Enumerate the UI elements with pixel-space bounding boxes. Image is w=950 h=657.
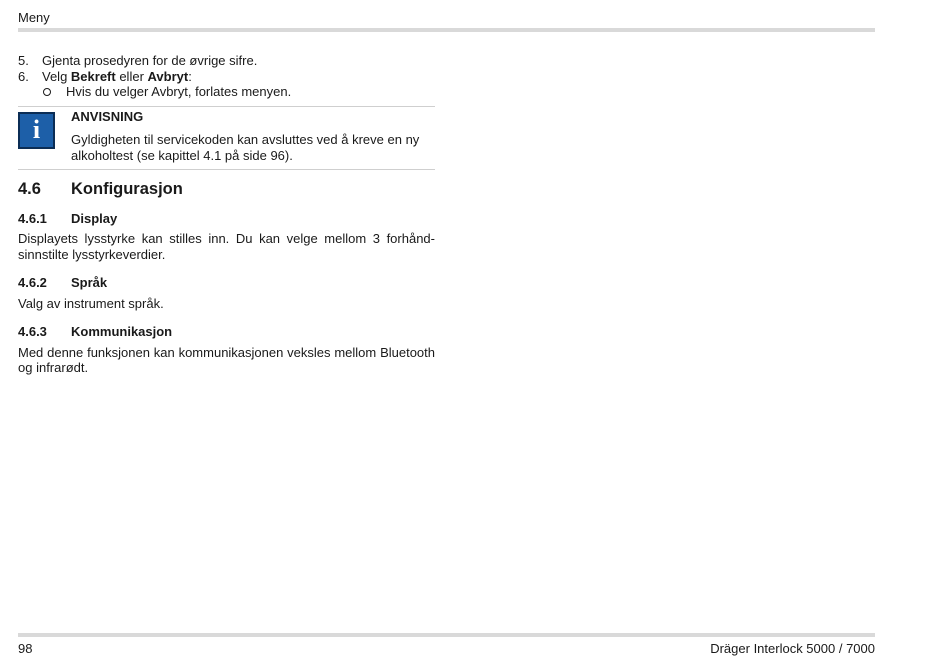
sub-bullet-text: Hvis du velger Avbryt, forlates menyen.: [66, 84, 292, 99]
circle-bullet-icon: [42, 84, 66, 100]
subsection-number: 4.6.3: [18, 324, 47, 339]
page-number: 98: [18, 641, 33, 656]
note-box: [18, 106, 435, 171]
subsection-text: Valg av instrument språk.: [18, 295, 164, 311]
section-number: 4.6: [18, 180, 41, 198]
step-number: 5.: [18, 53, 29, 68]
sub-bullet-item: [18, 84, 435, 100]
subsection-heading: [18, 211, 435, 227]
subsection-title: Kommunikasjon: [71, 324, 173, 339]
step-text: Gjenta prosedyren for de øvrige sifre.: [42, 53, 258, 68]
info-icon: i: [18, 112, 55, 149]
subsection-text: Displayets lysstyrke kan stilles inn. Du kan velge mellom 3 forhånd-sinnstilte lysstyrkeverdier.: [18, 231, 435, 262]
subsection-number: 4.6.1: [18, 210, 47, 226]
step-number: 6.: [18, 68, 29, 84]
subsection-title: Språk: [71, 275, 108, 290]
section-heading: [18, 182, 435, 198]
section-title: Konfigurasjon: [71, 180, 183, 198]
product-name: Dräger Interlock 5000 / 7000: [710, 641, 875, 656]
subsection-heading: [18, 275, 435, 291]
header-rule: [18, 28, 875, 32]
note-text: Gyldigheten til servicekoden kan avsluttes ved å kreve en ny alkoholtest (se kapittel 4.1 på side 96).: [71, 132, 420, 163]
step-text: Velg Bekreft eller Avbryt:: [42, 68, 192, 84]
bekreft-label: Bekreft: [70, 68, 116, 84]
avbryt-label: Avbryt: [147, 68, 189, 84]
subsection-title: Display: [71, 210, 118, 226]
step-5: [18, 53, 435, 69]
subsection-number: 4.6.2: [18, 275, 47, 290]
subsection-text: Med denne funksjonen kan kommunikasjonen veksles mellom Bluetooth og infrarødt.: [18, 344, 435, 375]
subsection-heading: [18, 324, 435, 340]
page-header-title: Meny: [18, 10, 50, 25]
page-content: [18, 53, 435, 376]
footer-rule: [18, 633, 875, 637]
step-6: [18, 69, 435, 85]
note-title: ANVISNING: [71, 108, 144, 124]
